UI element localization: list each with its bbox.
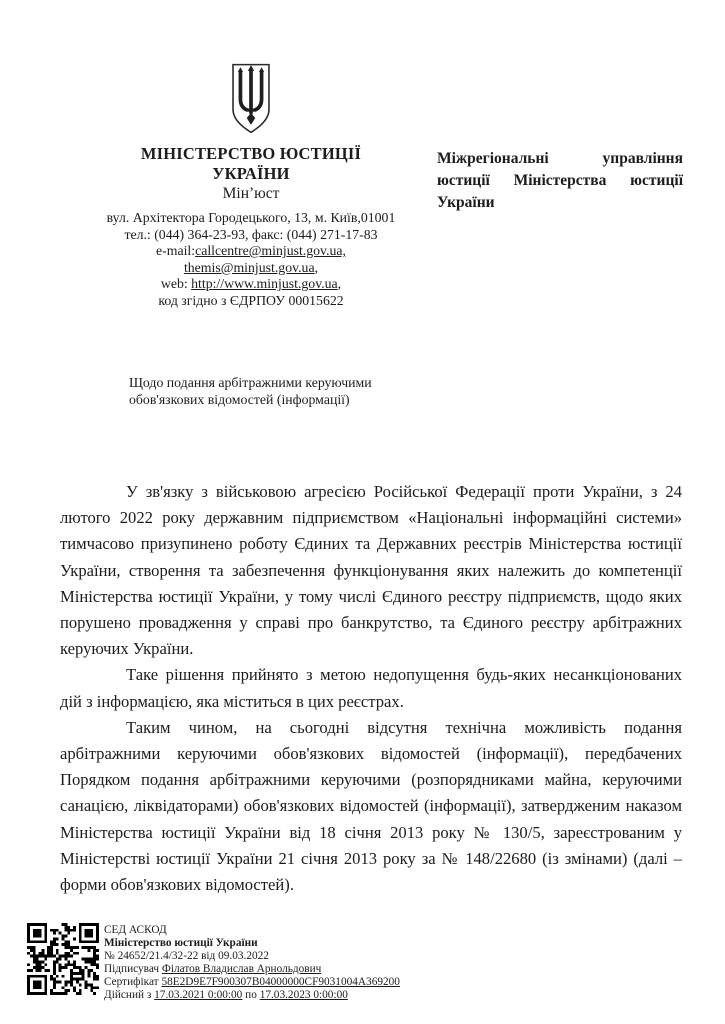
body-paragraph-2: Таке рішення прийнято з метою недопущення будь-яких несанкціонованих дій з інформацією, яка міститься в цих реєстрах.	[60, 665, 682, 711]
doc-number-line: № 24652/21.4/32-22 від 09.03.2022	[104, 950, 269, 963]
subject-block	[129, 374, 449, 408]
validity-line	[104, 989, 524, 1002]
email-label: e-mail:	[156, 243, 196, 259]
signature-details	[104, 924, 524, 1003]
email-line-2	[68, 260, 434, 277]
web-suffix: ,	[337, 276, 342, 292]
body-paragraph-3: Таким чином, на сьогодні відсутня технічна можливість подання арбітражними керуючими обов'язкових відомостей (інформації), передбачених Порядком подання арбітражними керуючими (розпорядниками майна, керуючими санацією, ліквідаторами) обов'язкових відомостей (інформації), затвердженим наказом Міністерства юстиції України від 18 січня 2013 року № 130/5, зареєстрованим у Міністерстві юстиції України 21 січня 2013 року за № 148/22680 (із змінами) (далі – форми обов'язкових відомостей).	[60, 717, 682, 895]
address-line: вул. Архітектора Городецького, 13, м. Київ,01001	[106, 210, 396, 225]
subject-line2: обов'язкових відомостей (інформації)	[129, 392, 350, 407]
valid-sep: по	[242, 989, 260, 1002]
valid-label: Дійсний з	[104, 989, 155, 1002]
ukraine-trident-emblem	[68, 62, 434, 136]
email-link-2[interactable]: themis@minjust.gov.ua	[183, 259, 315, 275]
valid-from: 17.03.2021 0:00:00	[154, 989, 243, 1002]
signer-name: Філатов Владислав Арнольдович	[161, 963, 322, 976]
cert-value: 58E2D9E7F900307B04000000CF9031004A369200	[161, 976, 400, 989]
email-2-suffix: ,	[314, 259, 319, 275]
ministry-name-line2: УКРАЇНИ	[212, 164, 290, 183]
web-link[interactable]: http://www.minjust.gov.ua	[191, 276, 338, 292]
web-line	[68, 276, 434, 293]
email-line-1	[68, 243, 434, 260]
valid-to: 17.03.2023 0:00:00	[259, 989, 348, 1002]
letter-body	[60, 479, 682, 898]
ministry-letterhead	[68, 62, 434, 310]
certificate-line	[104, 976, 524, 989]
ministry-name-line1: МІНІСТЕРСТВО ЮСТИЦІЇ	[140, 144, 362, 163]
organization-name: Міністерство юстиції України	[104, 937, 258, 950]
edrpou-line: код згідно з ЄДРПОУ 00015622	[158, 292, 344, 308]
web-label: web:	[160, 276, 192, 292]
contact-block	[68, 210, 434, 310]
subject-line1: Щодо подання арбітражними керуючими	[129, 375, 372, 390]
phone-line: тел.: (044) 364-23-93, факс: (044) 271-17-83	[124, 226, 378, 242]
sed-system-name: СЕД АСКОД	[104, 924, 167, 936]
ministry-short-name: Мін’юст	[222, 185, 280, 202]
signature-stamp	[27, 920, 677, 1000]
body-paragraph-1: У зв'язку з військовою агресією Російської Федерації проти України, з 24 лютого 2022 року державним підприємством «Національні інформаційні системи» тимчасово призупинено роботу Єдиних та Державних реєстрів Міністерства юстиції України, створення та забезпечення функціонування яких належить до компетенції Міністерства юстиції України, у тому числі Єдиного реєстру підприємств, щодо яких порушено провадження у справі про банкрутство, та Єдиного реєстру арбітражних керуючих України.	[60, 482, 682, 659]
cert-label: Сертифікат	[104, 976, 162, 989]
signer-label: Підписувач	[104, 963, 162, 976]
addressee-block: Міжрегіональні управління юстиції Міністерства юстиції України	[437, 150, 683, 211]
email-link-1[interactable]: callcentre@minjust.gov.ua,	[195, 243, 346, 259]
qr-code	[27, 923, 99, 995]
signer-line	[104, 963, 524, 976]
